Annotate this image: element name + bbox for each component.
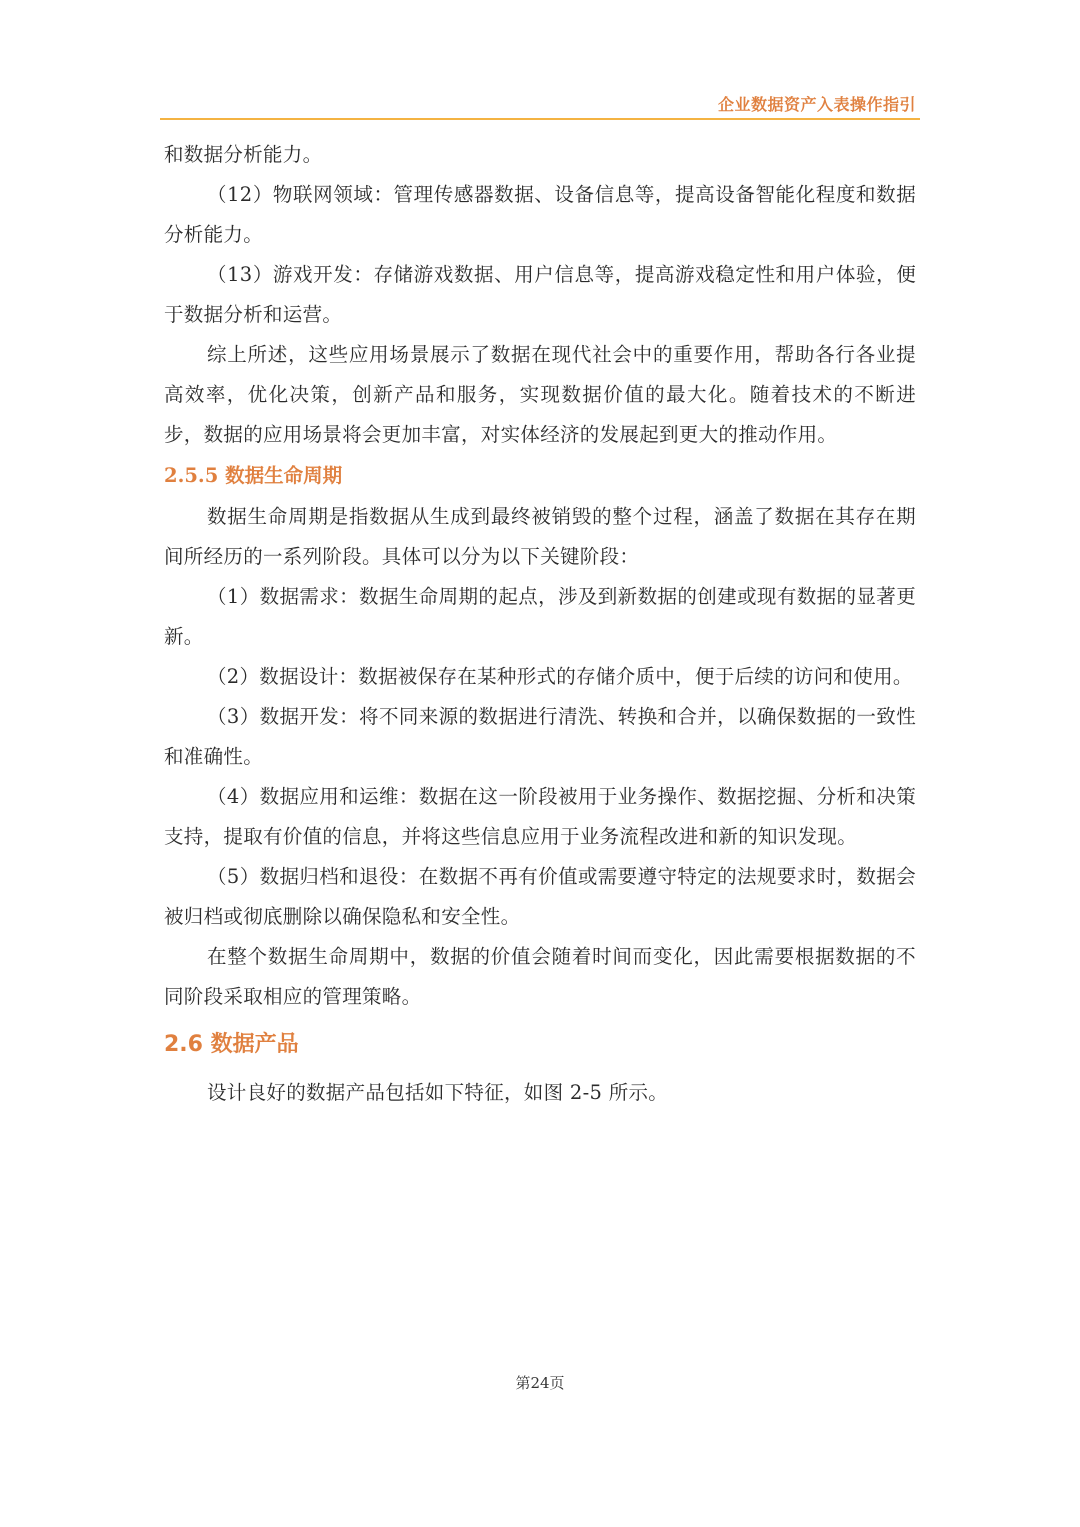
- paragraph-lifecycle-conclusion: 在整个数据生命周期中，数据的价值会随着时间而变化，因此需要根据数据的不同阶段采取相应的管理策略。: [164, 945, 916, 1008]
- paragraph-stage-requirements: （1）数据需求：数据生命周期的起点，涉及到新数据的创建或现有数据的显著更新。: [164, 585, 916, 648]
- paragraph-stage-development: （3）数据开发：将不同来源的数据进行清洗、转换和合并，以确保数据的一致性和准确性。: [164, 705, 916, 768]
- section-heading-data-lifecycle: 2.5.5 数据生命周期: [164, 464, 343, 487]
- paragraph-iot: （12）物联网领域：管理传感器数据、设备信息等，提高设备智能化程度和数据分析能力。: [164, 183, 916, 246]
- paragraph-continuation: 和数据分析能力。: [164, 143, 323, 166]
- paragraph-gaming: （13）游戏开发：存储游戏数据、用户信息等，提高游戏稳定性和用户体验，便于数据分析和运营。: [164, 263, 916, 326]
- paragraph-summary: 综上所述，这些应用场景展示了数据在现代社会中的重要作用，帮助各行各业提高效率，优化决策，创新产品和服务，实现数据价值的最大化。随着技术的不断进步，数据的应用场景将会更加丰富，对实体经济的发展起到更大的推动作用。: [164, 343, 916, 446]
- paragraph-stage-application: （4）数据应用和运维：数据在这一阶段被用于业务操作、数据挖掘、分析和决策支持，提取有价值的信息，并将这些信息应用于业务流程改进和新的知识发现。: [164, 785, 916, 848]
- section-heading-data-product: 2.6 数据产品: [164, 1032, 299, 1057]
- paragraph-data-product-intro: 设计良好的数据产品包括如下特征，如图 2-5 所示。: [207, 1081, 669, 1104]
- paragraph-stage-design: （2）数据设计：数据被保存在某种形式的存储介质中，便于后续的访问和使用。: [207, 665, 913, 688]
- paragraph-lifecycle-intro: 数据生命周期是指数据从生成到最终被销毁的整个过程，涵盖了数据在其存在期间所经历的一系列阶段。具体可以分为以下关键阶段：: [164, 505, 916, 568]
- document-title: 企业数据资产入表操作指引: [717, 95, 916, 114]
- paragraph-stage-archive: （5）数据归档和退役：在数据不再有价值或需要遵守特定的法规要求时，数据会被归档或彻底删除以确保隐私和安全性。: [164, 865, 916, 928]
- header-divider: [160, 118, 920, 120]
- page-number: 第24页: [515, 1374, 565, 1392]
- page-content: [164, 135, 916, 1113]
- page-header: [160, 90, 920, 120]
